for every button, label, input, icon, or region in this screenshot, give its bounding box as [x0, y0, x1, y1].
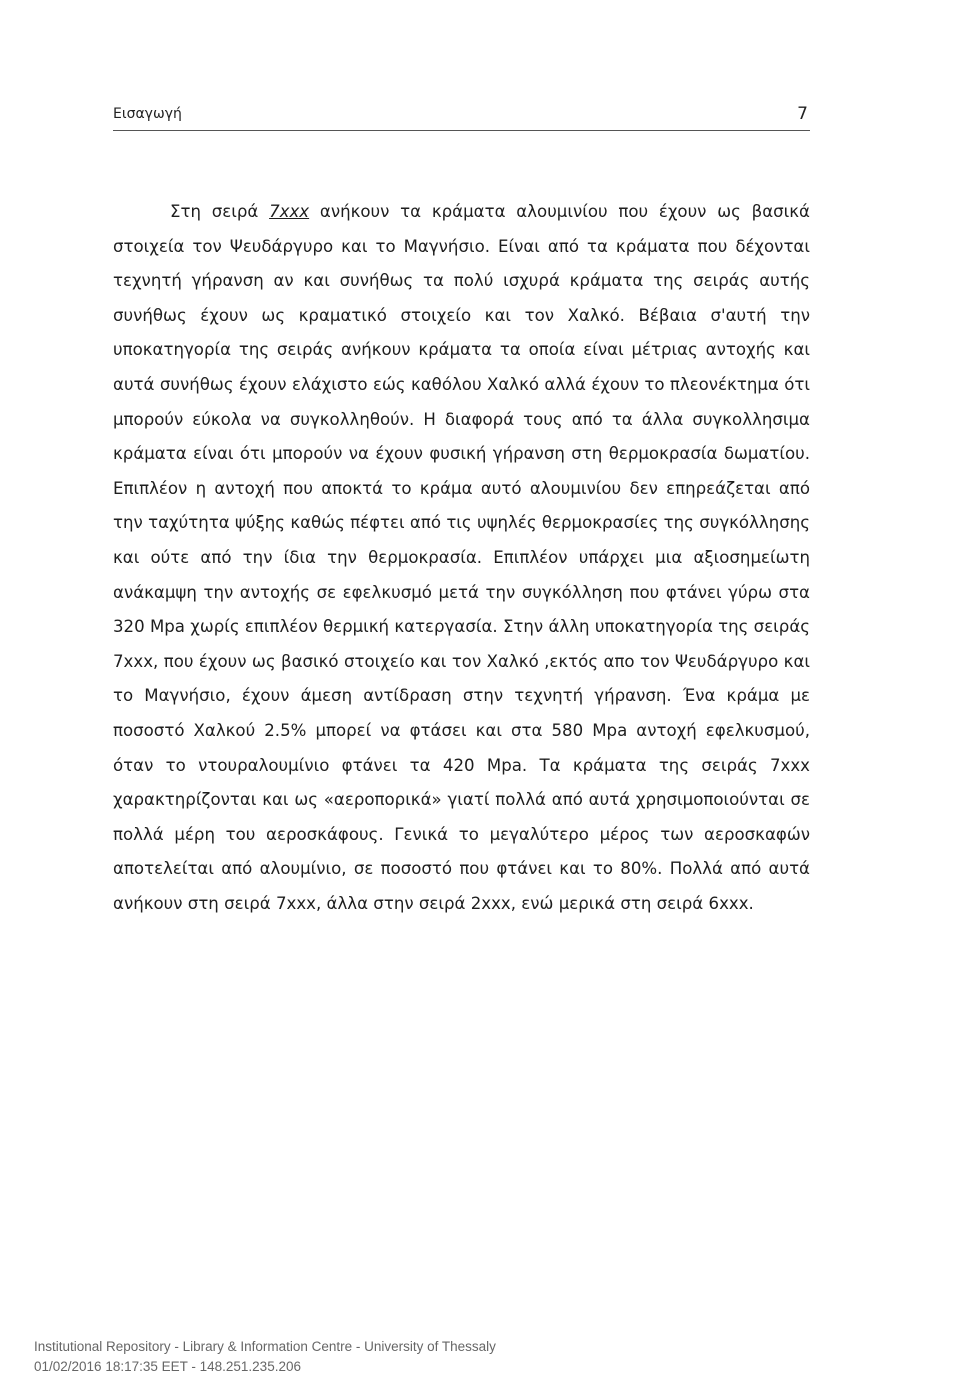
chapter-title: Εισαγωγή — [113, 106, 182, 122]
running-header — [113, 104, 810, 131]
body-paragraph — [113, 195, 810, 921]
repository-name: Institutional Repository - Library & Information Centre - University of Thessaly — [34, 1339, 496, 1354]
series-code: 7xxx — [269, 202, 310, 221]
paragraph-lead-text: Στη σειρά — [170, 202, 270, 221]
paragraph-main-text: ανήκουν τα κράματα αλουμινίου που έχουν ως βασικά στοιχεία τον Ψευδάργυρο και το Μαγνήσιο. Είναι από τα κράματα που δέχονται τεχνητή γήρανση αν και συνήθως τα πολύ ισχυρά κράματα της σειράς αυτής συνήθως έχουν ως κραματικό στοιχείο και τον Χαλκό. Βέβαια σ'αυτή την υποκατηγορία της σειράς ανήκουν κράματα τα οποία είναι μέτριας αντοχής και αυτά συνήθως έχουν ελάχιστο εώς καθόλου Χαλκό αλλά έχουν το πλεονέκτημα ότι μπορούν εύκολα να συγκολληθούν. Η διαφορά τους από τα άλλα συγκολλησιμα κράματα είναι ότι μπορούν να έχουν φυσική γήρανση στη θερμοκρασία δωματίου. Επιπλέον η αντοχή που αποκτά το κράμα αυτό αλουμινίου δεν επηρεάζεται από την ταχύτητα ψύξης καθώς πέφτει από τις υψηλές θερμοκρασίες της συγκόλλησης και ούτε από την ίδια την θερμοκρασία. Επιπλέον υπάρχει μια αξιοσημείωτη ανάκαμψη την αντοχής σε εφελκυσμό μετά την συγκόλληση που φτάνει γύρω στα 320 Mpa χωρίς επιπλέον θερμική κατεργασία. Στην άλλη υποκατηγορία της σειράς 7xxx, που έχουν ως βασικό στοιχείο και τον Χαλκό ,εκτός απο τον Ψευδάργυρο και το Μαγνήσιο, έχουν άμεση αντίδραση στην τεχνητή γήρανση. Ένα κράμα με ποσοστό Χαλκού 2.5% μπορεί να φτάσει και στα 580 Mpa αντοχή εφελκυσμού, όταν το ντουραλουμίνιο φτάνει τα 420 Mpa. Τα κράματα της σειράς 7xxx χαρακτηρίζονται και ως «αεροπορικά» γιατί πολλά από αυτά χρησιμοποιούνται σε πολλά μέρη του αεροσκάφους. Γενικά το μεγαλύτερο μέρος των αεροσκαφών αποτελείται από αλουμίνιο, σε ποσοστό που φτάνει και το 80%. Πολλά από αυτά ανήκουν στη σειρά 7xxx, άλλα στην σειρά 2xxx, ενώ μερικά στη σειρά 6xxx. — [113, 202, 810, 913]
repository-footer — [34, 1337, 496, 1377]
page-number: 7 — [797, 104, 808, 124]
access-stamp: 01/02/2016 18:17:35 EET - 148.251.235.206 — [34, 1359, 301, 1374]
